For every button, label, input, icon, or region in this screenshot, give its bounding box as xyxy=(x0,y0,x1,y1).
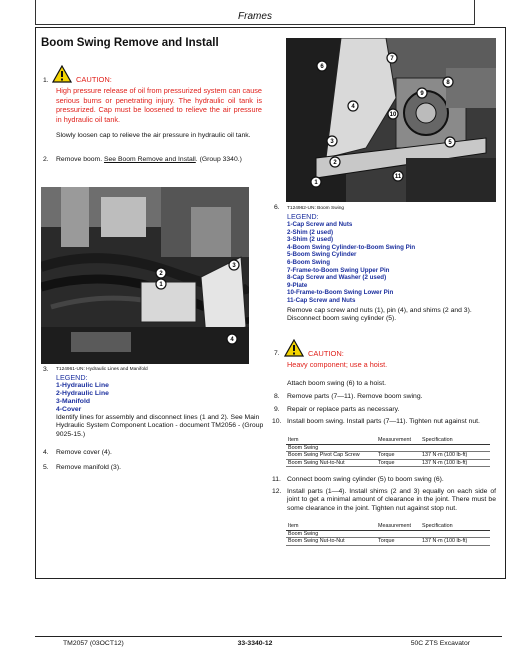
fig2-legend-item: 6-Boom Swing xyxy=(287,258,330,266)
callout-1: 1 xyxy=(159,282,163,288)
spec-cell: Boom Swing Pivot Cap Screw xyxy=(286,452,376,460)
spec-cell: Boom Swing Nut-to-Nut xyxy=(286,459,376,467)
fig2-caption: T124962-UN: Boom Swing xyxy=(287,206,345,211)
hydraulic-lines-photo xyxy=(41,187,249,364)
section-header: Frames xyxy=(238,11,272,22)
fig1-legend-item: 3-Manifold xyxy=(56,398,90,406)
boom-swing-photo xyxy=(286,38,496,202)
spec-header: Measurement xyxy=(376,437,420,444)
hydraulic-lines-illustration xyxy=(41,187,249,364)
fig2-legend xyxy=(287,221,415,305)
callout-8: 8 xyxy=(446,80,450,86)
footer-product-name: 50C ZTS Excavator xyxy=(410,640,470,647)
step-11-text: Connect boom swing cylinder (5) to boom swing (6). xyxy=(287,476,444,483)
spec-header: Specification xyxy=(420,437,490,444)
callout-3-right: 3 xyxy=(330,139,334,145)
callout-3: 3 xyxy=(232,263,236,269)
step-2-text xyxy=(56,156,266,164)
step-10-number: 10. xyxy=(272,418,282,425)
step-7-warning: Heavy component; use a hoist. xyxy=(287,360,388,369)
fig1-legend-item: 2-Hydraulic Line xyxy=(56,390,109,398)
step-4-text: Remove cover (4). xyxy=(56,449,112,456)
spec-header: Item xyxy=(286,437,376,444)
boom-remove-install-link[interactable]: See Boom Remove and Install xyxy=(103,156,196,163)
spec-header: Measurement xyxy=(376,523,420,530)
spec-header: Specification xyxy=(420,523,490,530)
step-7-text: Attach boom swing (6) to a hoist. xyxy=(287,380,386,387)
fig2-legend-item: 7-Frame-to-Boom Swing Upper Pin xyxy=(287,266,390,274)
step-8-number: 8. xyxy=(274,393,280,400)
callout-2: 2 xyxy=(159,271,163,277)
page-title: Boom Swing Remove and Install xyxy=(41,37,219,49)
fig2-legend-item: 5-Boom Swing Cylinder xyxy=(287,251,357,259)
spec-cell: Boom Swing xyxy=(286,444,376,452)
fig1-legend-item: 4-Cover xyxy=(56,406,82,414)
step-1-warning: High pressure release of oil from pressurized system can cause serious burns or penetrating injury. The hydraulic oil tank is pressurized. Cap must be loosened to relieve the air pressure in hydraulic oil tank. xyxy=(56,86,262,124)
step-1-text: Slowly loosen cap to relieve the air pressure in hydraulic oil tank. xyxy=(56,132,251,139)
step-7-caution: CAUTION: xyxy=(308,349,344,358)
fig2-legend-item: 2-Shim (2 used) xyxy=(287,228,334,236)
fig2-legend-item: 3-Shim (2 used) xyxy=(287,236,334,244)
step-6-number: 6. xyxy=(274,204,280,211)
fig2-legend-item: 4-Boom Swing Cylinder-to-Boom Swing Pin xyxy=(287,243,416,251)
spec-cell xyxy=(376,530,420,538)
spec-cell: 137 N·m (100 lb-ft) xyxy=(420,538,490,546)
fig2-legend-item: 11-Cap Screw and Nuts xyxy=(287,296,356,304)
fig2-legend-title: LEGEND: xyxy=(287,212,319,221)
fig1-legend-title: LEGEND: xyxy=(56,373,88,382)
spec-cell: Torque xyxy=(376,538,420,546)
step-5-text: Remove manifold (3). xyxy=(56,464,121,471)
spec-cell: Torque xyxy=(376,459,420,467)
spec-table-1 xyxy=(286,437,490,467)
step-9-text: Repair or replace parts as necessary. xyxy=(287,406,400,413)
step-8-text: Remove parts (7—11). Remove boom swing. xyxy=(287,393,423,400)
step-11-number: 11. xyxy=(272,476,281,483)
callout-6: 6 xyxy=(320,64,324,70)
step-12-number: 12. xyxy=(272,488,282,495)
spec-cell: 137 N·m (100 lb-ft) xyxy=(420,459,490,467)
spec-cell: 137 N·m (100 lb-ft) xyxy=(420,452,490,460)
callout-9: 9 xyxy=(420,91,424,97)
footer-doc-id: TM2057 (03OCT12) xyxy=(63,640,124,647)
fig2-legend-item: 8-Cap Screw and Washer (2 used) xyxy=(287,274,387,282)
spec-cell: Boom Swing xyxy=(286,530,376,538)
spec-header: Item xyxy=(286,523,376,530)
step-1-number: 1. xyxy=(43,77,49,84)
callout-4: 4 xyxy=(230,337,234,343)
warning-triangle-icon xyxy=(52,65,72,83)
fig1-legend xyxy=(56,382,109,414)
fig2-legend-item: 9-Plate xyxy=(287,281,308,289)
spec-cell: Boom Swing Nut-to-Nut xyxy=(286,538,376,546)
callout-1-right: 1 xyxy=(314,180,318,186)
boom-swing-illustration xyxy=(286,38,496,202)
step-5-number: 5. xyxy=(43,464,49,471)
step-9-number: 9. xyxy=(274,406,280,413)
step-4-number: 4. xyxy=(43,449,49,456)
footer-page-number: 33-3340-12 xyxy=(237,640,273,647)
step-2-before: Remove boom. xyxy=(56,156,103,163)
step-2-number: 2. xyxy=(43,156,49,163)
fig1-caption: T124961-UN: Hydraulic Lines and Manifold xyxy=(56,367,148,372)
footer-divider xyxy=(35,636,502,637)
step-3-text: Identify lines for assembly and disconnect lines (1 and 2). See Main Hydraulic System Component Location - document TM2056 - (Group 9025-15.) xyxy=(56,414,264,438)
step-2-after: . (Group 3340.) xyxy=(195,156,242,163)
spec-cell xyxy=(420,530,490,538)
step-6-text: Remove cap screw and nuts (1), pin (4), and shims (2 and 3). Disconnect boom swing cylinder (5). xyxy=(287,307,472,323)
spec-cell xyxy=(376,444,420,452)
spec-cell xyxy=(420,444,490,452)
step-3-number: 3. xyxy=(43,366,49,373)
fig1-legend-item: 1-Hydraulic Line xyxy=(56,382,109,389)
fig2-legend-item: 10-Frame-to-Boom Swing Lower Pin xyxy=(287,289,394,297)
step-10-text: Install boom swing. Install parts (7—11). Tighten nut against nut. xyxy=(287,418,480,425)
callout-7: 7 xyxy=(390,56,394,62)
spec-cell: Torque xyxy=(376,452,420,460)
callout-5: 5 xyxy=(448,140,452,146)
callout-11: 11 xyxy=(394,174,402,180)
callout-10: 10 xyxy=(389,112,397,118)
callout-2-right: 2 xyxy=(333,160,337,166)
warning-triangle-icon xyxy=(284,339,304,357)
callout-4-right: 4 xyxy=(351,104,355,110)
step-7-number: 7. xyxy=(274,350,280,357)
step-12-text: Install parts (1—4). Install shims (2 and 3) equally on each side of joint to get a minimal amount of clearance in the joint. There must be some clearance in the joint. Tighten nut against stop nut. xyxy=(287,488,496,512)
step-1-caution: CAUTION: xyxy=(76,75,112,84)
fig2-legend-item: 1-Cap Screw and Nuts xyxy=(287,221,353,228)
spec-table-2 xyxy=(286,523,490,546)
